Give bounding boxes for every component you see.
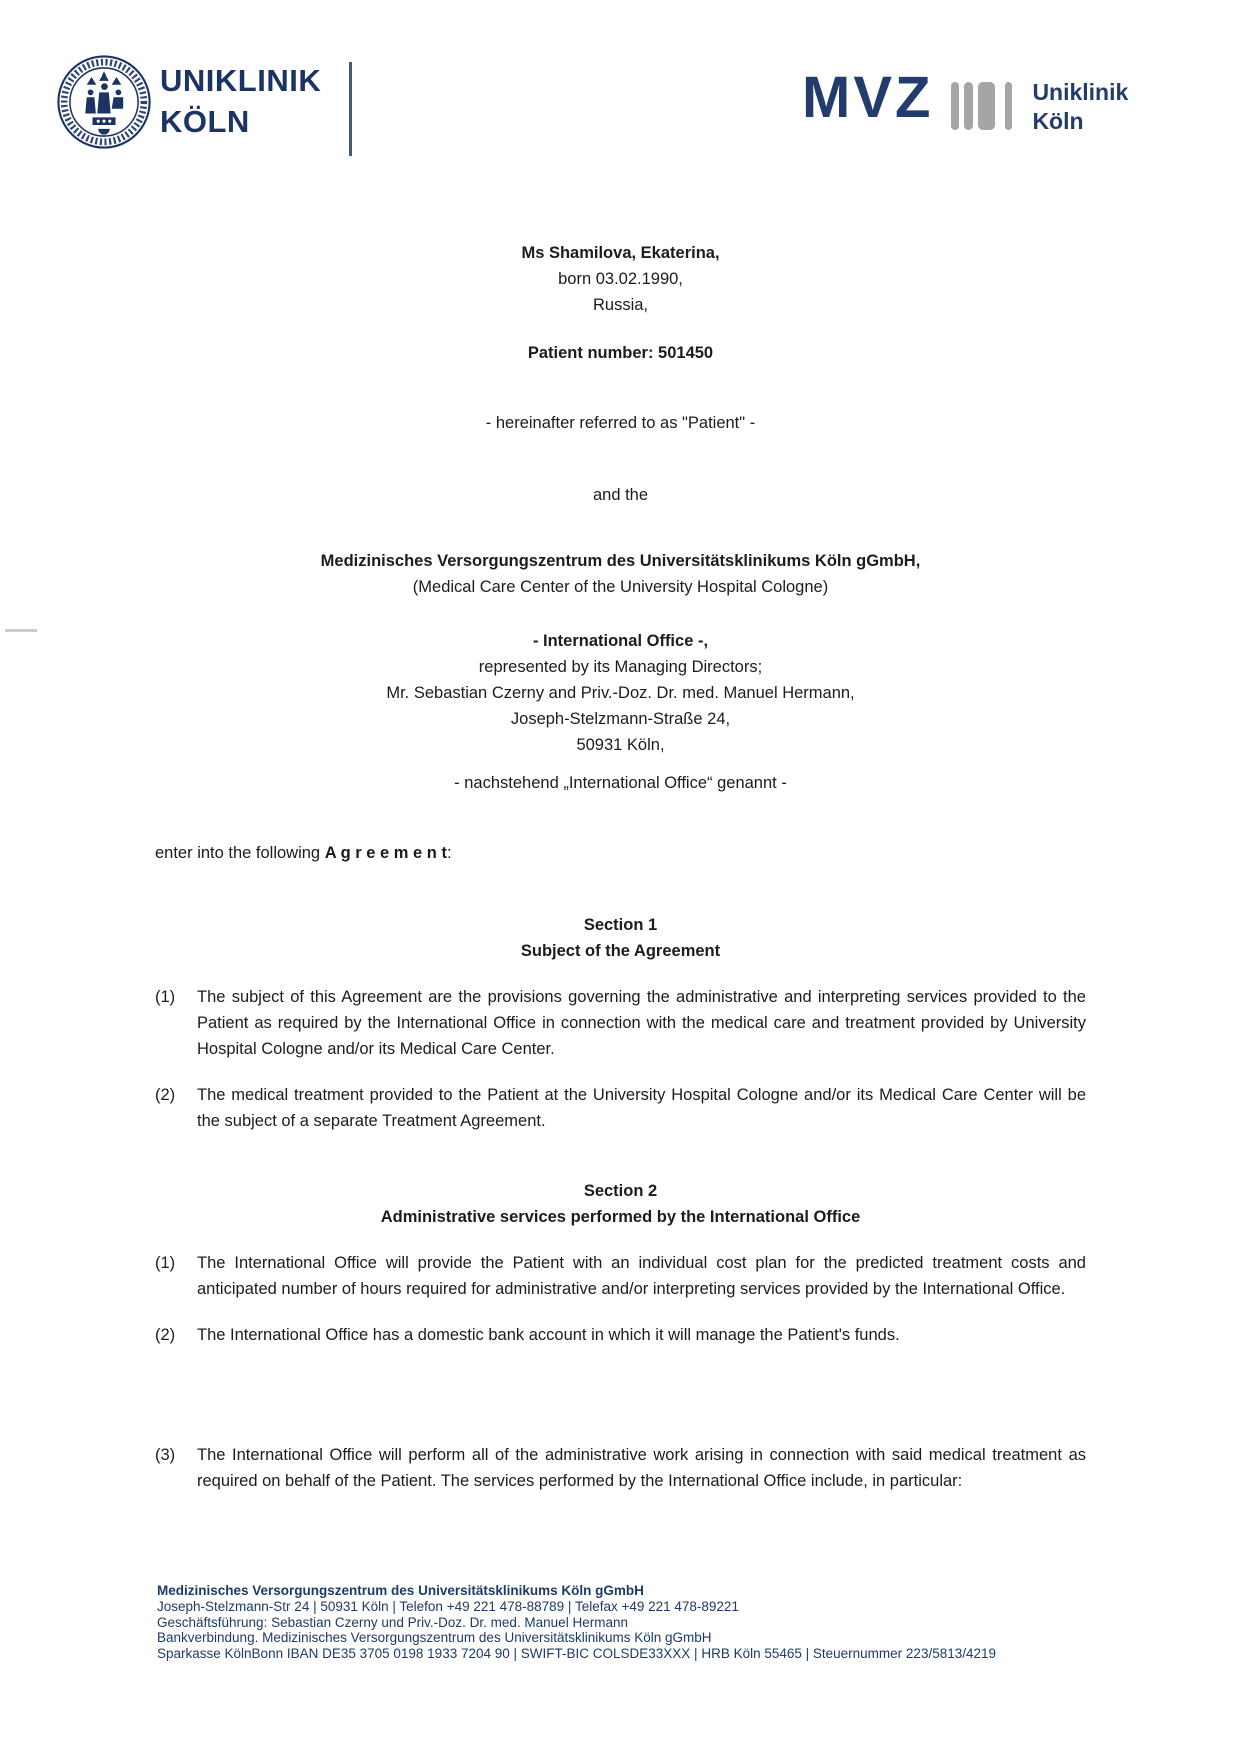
- section-2-subtitle: Administrative services performed by the International Office: [380, 1208, 861, 1226]
- paragraph-number: (3): [155, 1446, 176, 1464]
- section-1-paragraph-1: [155, 984, 1086, 1062]
- agreement-body: [0, 240, 1241, 1494]
- uniklinik-wordmark-line1: UNIKLINIK: [160, 63, 322, 98]
- represented-by-line: represented by its Managing Directors;: [478, 658, 763, 676]
- agreement-intro-bold: A g r e e m e n t: [324, 844, 447, 862]
- page-header: [0, 0, 1241, 155]
- section-2-title: Section 2: [583, 1182, 658, 1200]
- patient-birthdate: born 03.02.1990,: [558, 270, 683, 288]
- and-the: and the: [592, 486, 649, 504]
- paragraph-number: (1): [155, 988, 176, 1006]
- paragraph-number: (2): [155, 1086, 176, 1104]
- hereinafter-clause: - hereinafter referred to as "Patient" -: [485, 414, 756, 432]
- uniklinik-koeln-wordmark: [160, 60, 321, 142]
- paragraph-text: The subject of this Agreement are the provisions governing the administrative and interpreting services provided to the Patient as required by the International Office in connection with the medical care and treatment provided by University Hospital Cologne and/or its Medical Care Center.: [197, 988, 1086, 1058]
- patient-name: Ms Shamilova, Ekaterina,: [521, 244, 720, 262]
- section-2-paragraph-3: [155, 1442, 1086, 1494]
- agreement-intro-suffix: :: [446, 844, 452, 862]
- footer-bank-relation: Bankverbindung. Medizinisches Versorgungszentrum des Universitätsklinikums Köln gGmbH: [157, 1630, 712, 1646]
- international-office-line: - International Office -,: [532, 632, 709, 650]
- paragraph-text: The International Office will perform all of the administrative work arising in connection with said medical treatment as required on behalf of the Patient. The services performed by the International Office include, in particular:: [197, 1446, 1086, 1490]
- mvz-org-wordmark: [1032, 78, 1128, 136]
- paragraph-text: The International Office will provide the Patient with an individual cost plan for the predicted treatment costs and anticipated number of hours required for administrative and/or interpreting services provided by the International Office.: [197, 1254, 1086, 1298]
- agreement-intro-prefix: enter into the following: [155, 844, 325, 862]
- footer-bank-details: Sparkasse KölnBonn IBAN DE35 3705 0198 1933 7204 90 | SWIFT-BIC COLSDE33XXX | HRB Köln 55465 | Steuernummer 223/5813/4219: [157, 1646, 997, 1662]
- footer-company-name: Medizinisches Versorgungszentrum des Universitätsklinikums Köln gGmbH: [157, 1583, 644, 1598]
- paragraph-number: (1): [155, 1254, 176, 1272]
- nachstehend-clause: - nachstehend „International Office“ genannt -: [454, 774, 787, 792]
- paragraph-text: The medical treatment provided to the Patient at the University Hospital Cologne and/or its Medical Care Center will be the subject of a separate Treatment Agreement.: [197, 1086, 1086, 1130]
- section-2-heading: [155, 1178, 1086, 1230]
- mvz-wordmark: MVZ: [802, 65, 934, 130]
- org-street: Joseph-Stelzmann-Straße 24,: [510, 710, 731, 728]
- paragraph-text: The International Office has a domestic bank account in which it will manage the Patient's funds.: [197, 1326, 900, 1344]
- section-2-paragraph-1: [155, 1250, 1086, 1302]
- section-1-subtitle: Subject of the Agreement: [520, 942, 721, 960]
- section-2-paragraph-2: [155, 1322, 1086, 1348]
- patient-number: Patient number: 501450: [527, 344, 714, 362]
- managing-directors: Mr. Sebastian Czerny and Priv.-Doz. Dr. med. Manuel Hermann,: [386, 684, 855, 702]
- organization-name-english: (Medical Care Center of the University Hospital Cologne): [412, 578, 829, 596]
- university-of-cologne-seal-icon: [56, 54, 152, 150]
- organization-name: Medizinisches Versorgungszentrum des Universitätsklinikums Köln gGmbH,: [320, 552, 921, 570]
- mvz-logo: [802, 66, 1128, 136]
- patient-country: Russia,: [592, 296, 649, 314]
- letterhead-footer: [157, 1583, 1117, 1662]
- org-city: 50931 Köln,: [576, 736, 665, 754]
- mvz-org-line2: Köln: [1032, 108, 1084, 134]
- paragraph-number: (2): [155, 1326, 176, 1344]
- fold-mark: [5, 629, 37, 632]
- uniklinik-wordmark-line2: KÖLN: [160, 104, 250, 139]
- section-1-heading: [155, 912, 1086, 964]
- section-1-paragraph-2: [155, 1082, 1086, 1134]
- logo-divider: [349, 62, 352, 156]
- mvz-org-line1: Uniklinik: [1032, 79, 1129, 105]
- section-1-title: Section 1: [583, 916, 658, 934]
- footer-management: Geschäftsführung: Sebastian Czerny und Priv.-Doz. Dr. med. Manuel Hermann: [157, 1614, 628, 1630]
- footer-address-contact: Joseph-Stelzmann-Str 24 | 50931 Köln | Telefon +49 221 478-88789 | Telefax +49 221 478-89221: [157, 1598, 739, 1614]
- agreement-intro: [155, 840, 1086, 866]
- mvz-bars-icon: [951, 82, 1012, 130]
